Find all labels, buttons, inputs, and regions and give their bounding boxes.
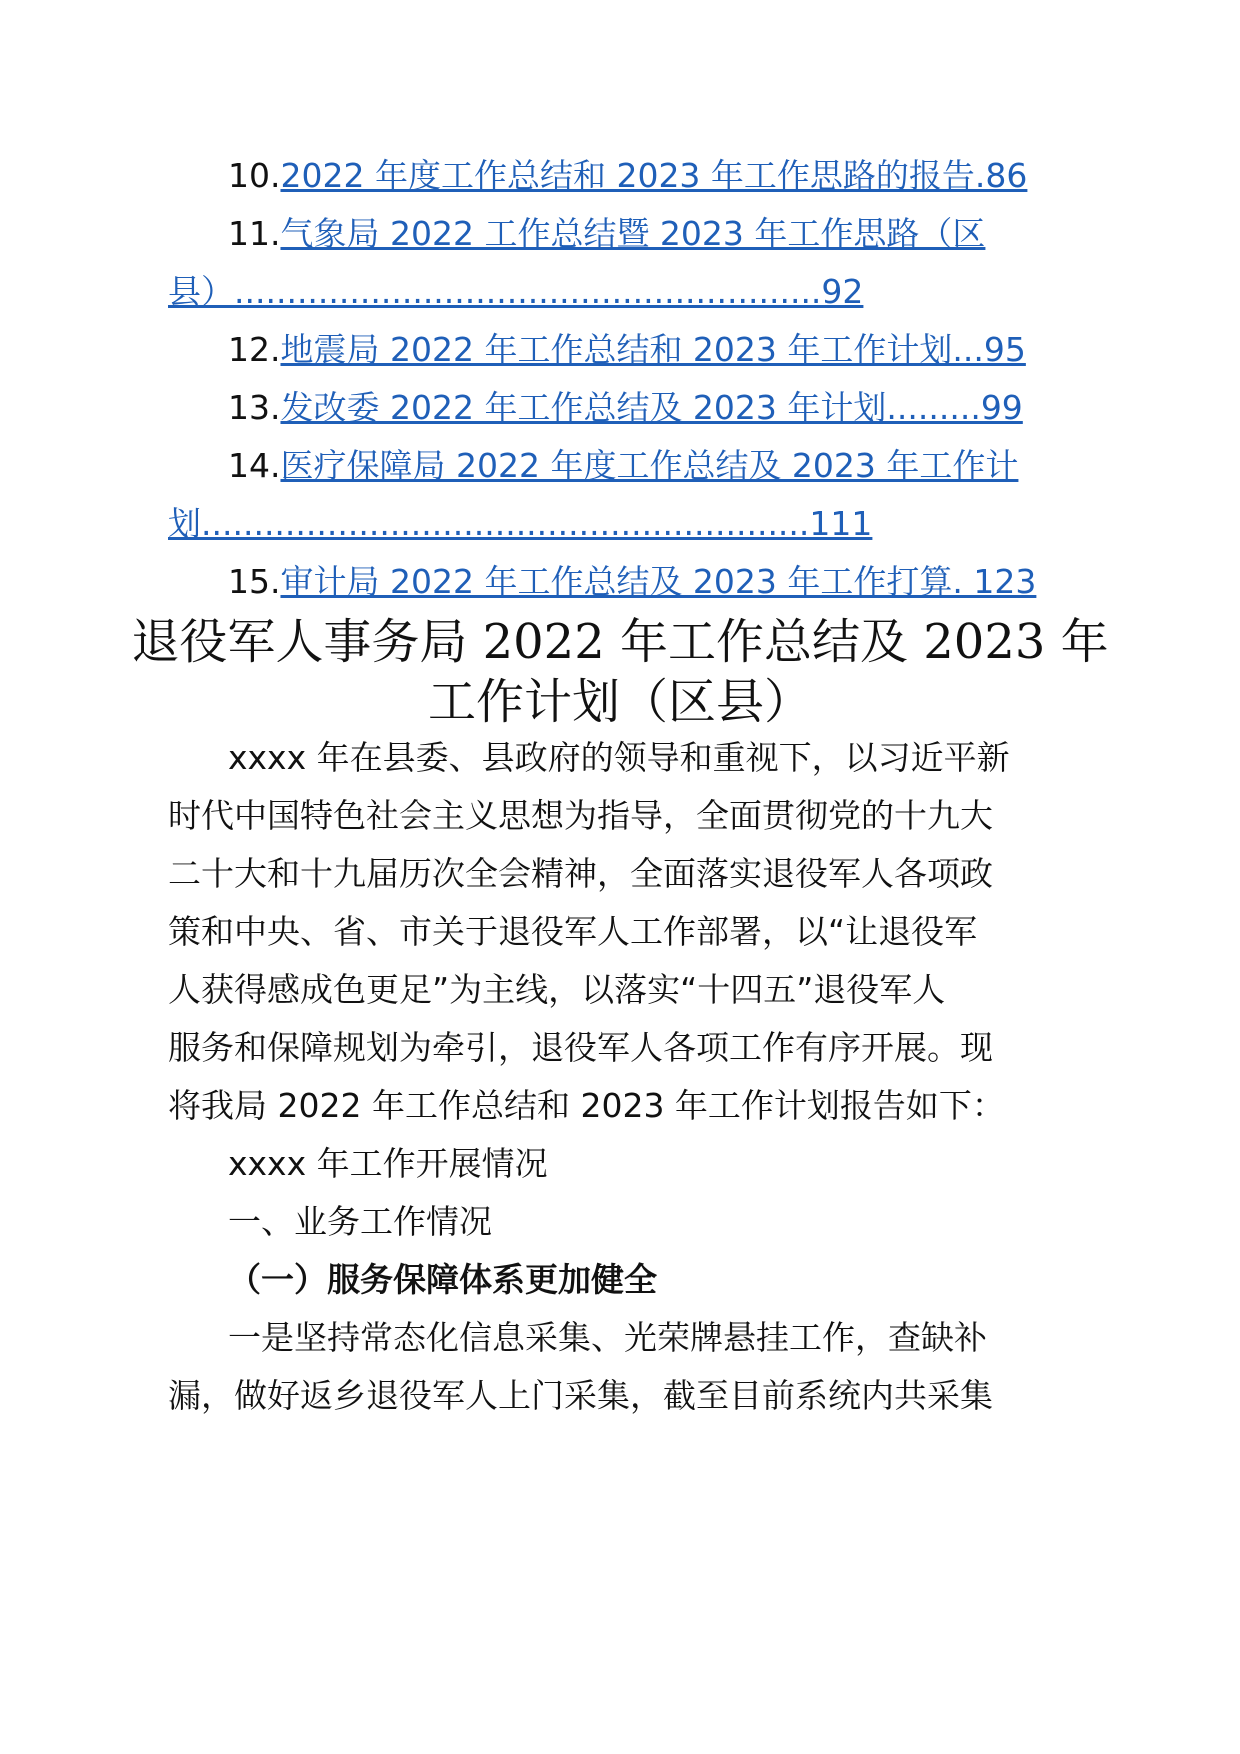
- paragraph-line: 时代中国特色社会主义思想为指导，全面贯彻党的十九大: [168, 796, 993, 835]
- section-subheading-bold: （一）服务保障体系更加健全: [228, 1260, 657, 1299]
- toc-item-11-cont[interactable]: [168, 272, 863, 312]
- toc-link[interactable]: 医疗保障局 2022 年度工作总结及 2023 年工作计: [280, 446, 1019, 485]
- paragraph-line: 服务和保障规划为牵引，退役军人各项工作有序开展。现: [168, 1028, 993, 1067]
- paragraph-line: 将我局 2022 年工作总结和 2023 年工作计划报告如下：: [168, 1086, 1005, 1125]
- toc-item-14[interactable]: [228, 446, 1018, 486]
- toc-number: 15.: [228, 562, 281, 601]
- document-title-line2: 工作计划（区县）: [427, 674, 812, 730]
- paragraph-line: 一是坚持常态化信息采集、光荣牌悬挂工作，查缺补: [228, 1318, 987, 1357]
- toc-item-12[interactable]: [228, 330, 1026, 370]
- toc-number: 14.: [228, 446, 281, 485]
- toc-item-14-cont[interactable]: [168, 504, 872, 544]
- paragraph-line: xxxx 年在县委、县政府的领导和重视下，以习近平新: [228, 738, 1010, 777]
- toc-item-13[interactable]: [228, 388, 1023, 428]
- paragraph-line: 漏，做好返乡退役军人上门采集，截至目前系统内共采集: [168, 1376, 993, 1415]
- toc-item-11[interactable]: [228, 214, 985, 254]
- toc-number: 12.: [228, 330, 281, 369]
- paragraph-line: 二十大和十九届历次全会精神，全面落实退役军人各项政: [168, 854, 993, 893]
- section-subheading: 一、业务工作情况: [228, 1202, 492, 1241]
- toc-link[interactable]: 划..........................................................111: [168, 504, 873, 543]
- toc-link[interactable]: 发改委 2022 年工作总结及 2023 年计划.........99: [280, 388, 1023, 427]
- toc-item-10[interactable]: [228, 156, 1027, 196]
- toc-number: 10.: [228, 156, 281, 195]
- toc-link[interactable]: 气象局 2022 工作总结暨 2023 年工作思路（区: [280, 214, 986, 253]
- document-title-line1: 退役军人事务局 2022 年工作总结及 2023 年: [131, 614, 1109, 670]
- toc-number: 11.: [228, 214, 281, 253]
- toc-link[interactable]: 县）........................................................92: [168, 272, 864, 311]
- toc-number: 13.: [228, 388, 281, 427]
- paragraph-line: 策和中央、省、市关于退役军人工作部署，以“让退役军: [168, 912, 978, 951]
- toc-link[interactable]: 2022 年度工作总结和 2023 年工作思路的报告.86: [280, 156, 1028, 195]
- paragraph-line: 人获得感成色更足”为主线，以落实“十四五”退役军人: [168, 970, 946, 1009]
- toc-item-15[interactable]: [228, 562, 1036, 602]
- toc-link[interactable]: 审计局 2022 年工作总结及 2023 年工作打算. 123: [280, 562, 1037, 601]
- section-heading: xxxx 年工作开展情况: [228, 1144, 548, 1183]
- toc-link[interactable]: 地震局 2022 年工作总结和 2023 年工作计划...95: [280, 330, 1026, 369]
